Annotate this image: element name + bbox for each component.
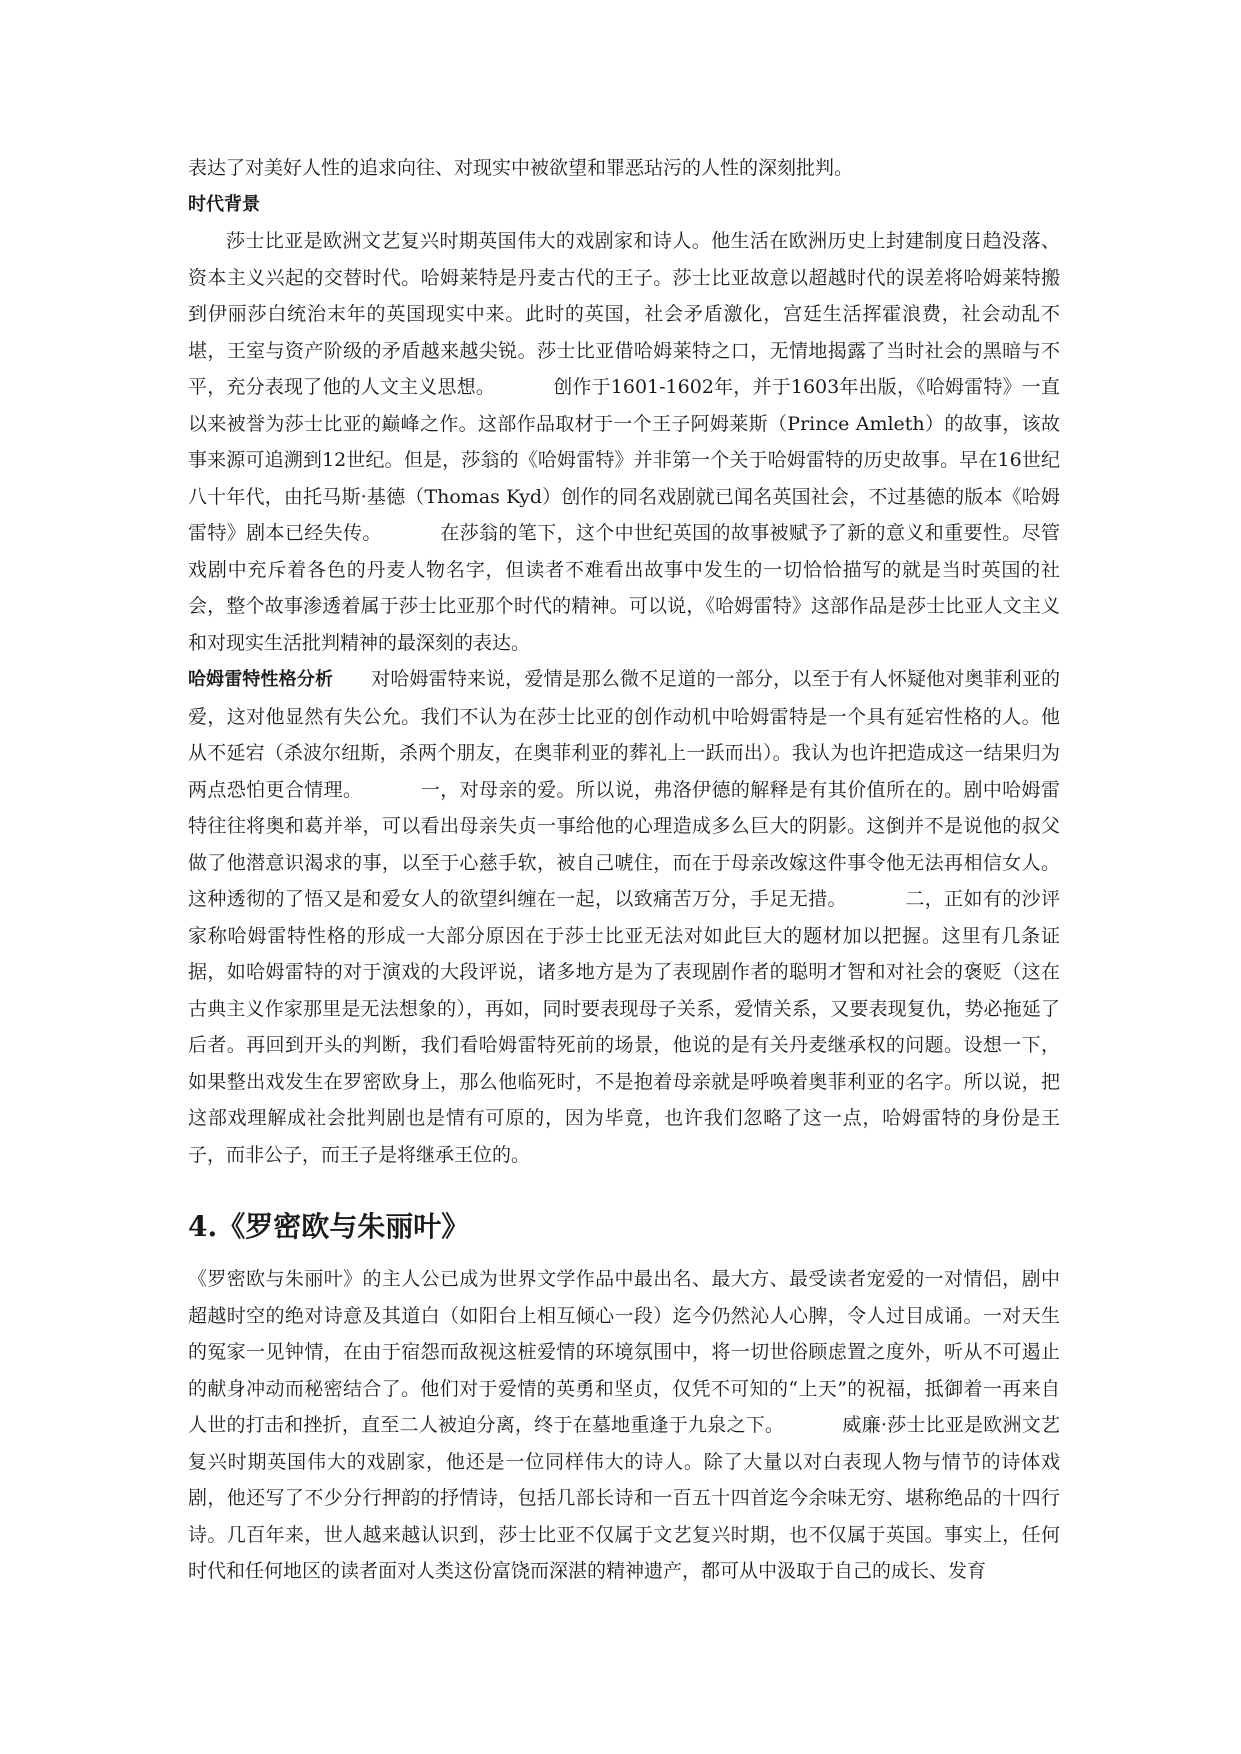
text-background-2: 创作于1601-1602年，并于1603年出版，《哈姆雷特》一直以来被誉为莎士比亚的巅峰之作。这部作品取材于一个王子阿姆莱斯（Prince Amleth）的故事，该故事来源可追溯到12世纪。但是，莎翁的《哈姆雷特》并非第一个关于哈姆雷特的历史故事。早在16世纪八十年代，由托马斯·基德（Thomas Kyd）创作的同名戏剧就已闻名英国社会，不过基德的版本《哈姆雷特》剧本已经失传。 <box>188 376 1060 544</box>
text-analysis-2: 一，对母亲的爱。所以说，弗洛伊德的解释是有其价值所在的。剧中哈姆雷特往往将奥和葛并举，可以看出母亲失贞一事给他的心理造成多么巨大的阴影。这倒并不是说他的叔父做了他潜意识渴求的事，以至于心慈手软，被自己唬住，而在于母亲改嫁这件事令他无法再相信女人。这种透彻的了悟又是和爱女人的欲望纠缠在一起，以致痛苦万分，手足无措。 <box>188 778 1060 910</box>
text-romeo-juliet-2: 威廉·莎士比亚是欧洲文艺复兴时期英国伟大的戏剧家，他还是一位同样伟大的诗人。除了大量以对白表现人物与情节的诗体戏剧，他还写了不少分行押韵的抒情诗，包括几部长诗和一百五十四首迄今余味无穷、堪称绝品的十四行诗。几百年来，世人越来越认识到，莎士比亚不仅属于文艺复兴时期，也不仅属于英国。事实上，任何时代和任何地区的读者面对人类这份富饶而深湛的精神遗产，都可从中汲取于自己的成长、发育 <box>188 1414 1060 1582</box>
text-analysis-3: 二，正如有的沙评家称哈姆雷特性格的形成一大部分原因在于莎士比亚无法对如此巨大的题材加以把握。这里有几条证据，如哈姆雷特的对于演戏的大段评说，诸多地方是为了表现剧作者的聪明才智和对社会的褒贬（这在古典主义作家那里是无法想象的），再如，同时要表现母子关系，爱情关系，又要表现复仇，势必拖延了后者。再回到开头的判断，我们看哈姆雷特死前的场景，他说的是有关丹麦继承权的问题。设想一下，如果整出戏发生在罗密欧身上，那么他临死时，不是抱着母亲就是呼唤着奥菲利亚的名字。所以说，把这部戏理解成社会批判剧也是情有可原的，因为毕竟，也许我们忽略了这一点，哈姆雷特的身份是王子，而非公子，而王子是将继承王位的。 <box>188 888 1060 1166</box>
text-background-1: 莎士比亚是欧洲文艺复兴时期英国伟大的戏剧家和诗人。他生活在欧洲历史上封建制度日趋没落、资本主义兴起的交替时代。哈姆莱特是丹麦古代的王子。莎士比亚故意以超越时代的误差将哈姆莱特搬到伊丽莎白统治末年的英国现实中来。此时的英国，社会矛盾激化，宫廷生活挥霍浪费，社会动乱不堪，王室与资产阶级的矛盾越来越尖锐。莎士比亚借哈姆莱特之口，无情地揭露了当时社会的黑暗与不平，充分表现了他的人文主义思想。 <box>188 230 1060 398</box>
paragraph-intro-tail: 表达了对美好人性的追求向往、对现实中被欲望和罪恶玷污的人性的深刻批判。 <box>188 157 854 179</box>
paragraph-romeo-juliet <box>188 1261 1060 1590</box>
paragraph-analysis <box>188 661 1060 1173</box>
section-heading-romeo-juliet: 4.《罗密欧与朱丽叶》 <box>188 1210 470 1243</box>
heading-background: 时代背景 <box>188 193 260 215</box>
text-background-3: 在莎翁的笔下，这个中世纪英国的故事被赋予了新的意义和重要性。尽管戏剧中充斥着各色的丹麦人物名字，但读者不难看出故事中发生的一切恰恰描写的就是当时英国的社会，整个故事渗透着属于莎士比亚那个时代的精神。可以说，《哈姆雷特》这部作品是莎士比亚人文主义和对现实生活批判精神的最深刻的表达。 <box>188 522 1060 654</box>
document-body <box>188 150 1060 1590</box>
heading-analysis: 哈姆雷特性格分析 <box>188 669 334 690</box>
paragraph-background <box>188 223 1060 661</box>
text-romeo-juliet-1: 《罗密欧与朱丽叶》的主人公已成为世界文学作品中最出名、最大方、最受读者宠爱的一对情侣，剧中超越时空的绝对诗意及其道白（如阳台上相互倾心一段）迄今仍然沁人心脾，令人过目成诵。一对天生的冤家一见钟情，在由于宿怨而敌视这桩爱情的环境氛围中，将一切世俗顾虑置之度外，听从不可遏止的献身冲动而秘密结合了。他们对于爱情的英勇和坚贞，仅凭不可知的“上天”的祝福，抵御着一再来自人世的打击和挫折，直至二人被迫分离，终于在墓地重逢于九泉之下。 <box>188 1268 1060 1436</box>
text-analysis-1: 对哈姆雷特来说，爱情是那么微不足道的一部分，以至于有人怀疑他对奥菲利亚的爱，这对他显然有失公允。我们不认为在莎士比亚的创作动机中哈姆雷特是一个具有延宕性格的人。他从不延宕（杀波尔纽斯，杀两个朋友，在奥菲利亚的葬礼上一跃而出）。我认为也许把造成这一结果归为两点恐怕更合情理。 <box>188 668 1060 801</box>
